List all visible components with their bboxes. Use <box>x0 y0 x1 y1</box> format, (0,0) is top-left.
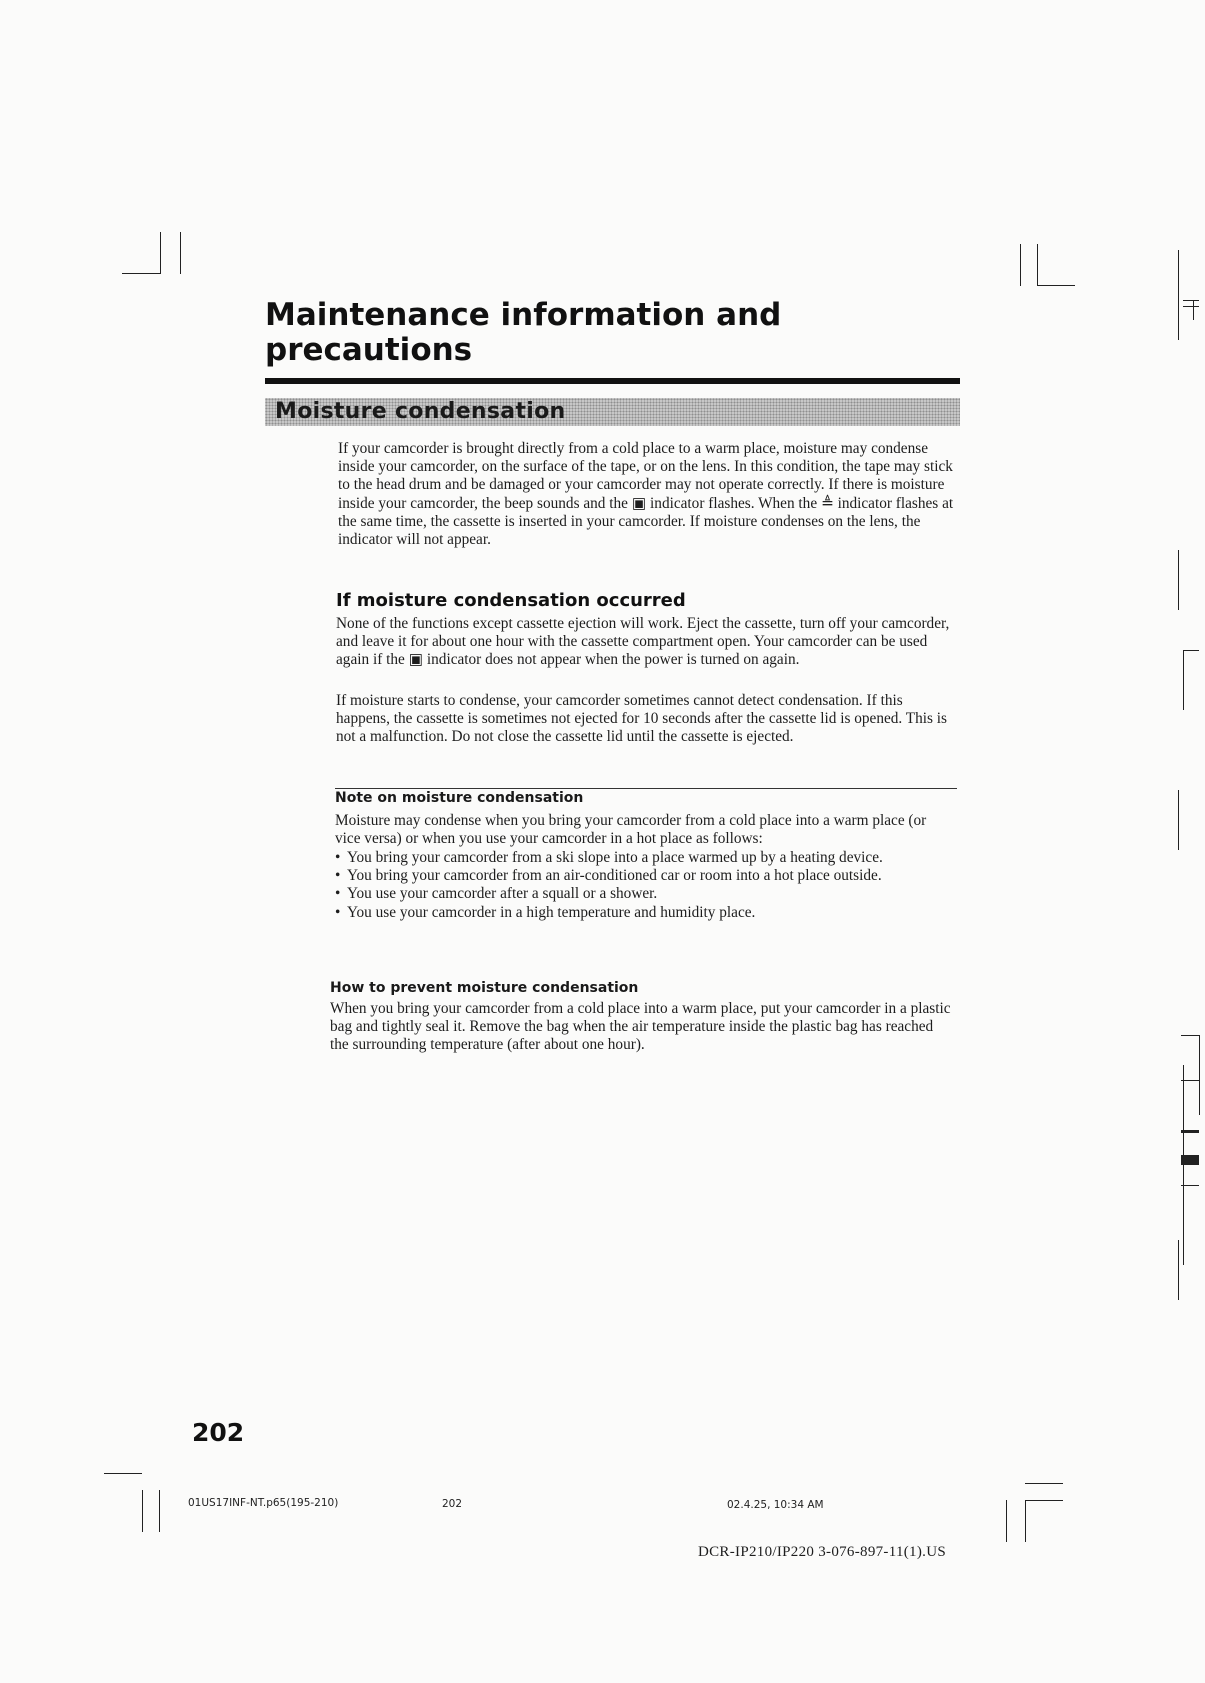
crop-mark-bottom-left <box>142 1490 143 1532</box>
crop-mark-bottom-right <box>1006 1500 1007 1542</box>
list-item: • You use your camcorder in a high temperature and humidity place. <box>335 904 930 922</box>
list-item: • You bring your camcorder from a ski slope into a place warmed up by a heating device. <box>335 849 930 867</box>
prevent-body: When you bring your camcorder from a cold place into a warm place, put your camcorder in a plastic bag and tightly seal it. Remove the bag when the air temperature inside the plastic bag has reached the surrounding temperature (after about one hour). <box>330 1000 951 1054</box>
crop-mark-top-right <box>1037 285 1075 286</box>
print-timestamp: 02.4.25, 10:34 AM <box>727 1499 824 1511</box>
slug-page-number: 202 <box>442 1498 463 1510</box>
registration-marks <box>1175 230 1205 1310</box>
section-header-bar <box>265 398 960 426</box>
document-id: DCR-IP210/IP220 3-076-897-11(1).US <box>698 1544 946 1560</box>
note-bullet-list <box>335 849 930 922</box>
crop-mark-top-right <box>1020 244 1021 286</box>
crop-mark-bottom-right <box>1025 1500 1026 1542</box>
file-slug: 01US17INF-NT.p65(195-210) <box>188 1497 339 1509</box>
occurred-paragraph-2: If moisture starts to condense, your camcorder sometimes cannot detect condensation. If this happens, the cassette is sometimes not ejected for 10 seconds after the cassette lid is opened. This is not a malfunction. Do not close the cassette lid until the cassette is ejected. <box>336 692 948 746</box>
section-title: Moisture condensation <box>275 399 566 424</box>
note-heading: Note on moisture condensation <box>335 790 584 806</box>
title-rule <box>265 378 960 384</box>
subheading-occurred: If moisture condensation occurred <box>336 590 686 611</box>
crop-mark-top-right <box>1037 244 1038 286</box>
crop-mark-bottom-right <box>1025 1483 1063 1484</box>
crop-mark-top-left <box>160 232 161 274</box>
note-body: Moisture may condense when you bring your camcorder from a cold place into a warm place (or vice versa) or when you use your camcorder in a hot place as follows: <box>335 812 927 848</box>
intro-paragraph: If your camcorder is brought directly from a cold place to a warm place, moisture may condense inside your camcorder, on the surface of the tape, or on the lens. In this condition, the tape may stick to the head drum and be damaged or your camcorder may not operate correctly. If there is moisture inside your camcorder, the beep sounds and the ▣ indicator flashes. When the ≜ indicator flashes at the same time, the cassette is inserted in your camcorder. If moisture condenses on the lens, the indicator will not appear. <box>338 440 954 549</box>
list-item: • You bring your camcorder from an air-conditioned car or room into a hot place outside. <box>335 867 930 885</box>
crop-mark-top-left <box>122 273 160 274</box>
page-number: 202 <box>192 1418 245 1447</box>
crop-mark-bottom-right <box>1025 1500 1063 1501</box>
page-title: Maintenance information and precautions <box>265 297 782 368</box>
prevent-heading: How to prevent moisture condensation <box>330 980 639 996</box>
crop-mark-top-left <box>180 232 181 274</box>
crop-mark-bottom-left <box>159 1490 160 1532</box>
crop-mark-bottom-left <box>104 1473 142 1474</box>
list-item: • You use your camcorder after a squall or a shower. <box>335 885 930 903</box>
occurred-paragraph-1: None of the functions except cassette ejection will work. Eject the cassette, turn off your camcorder, and leave it for about one hour with the cassette compartment open. Your camcorder can be used again if the ▣ indicator does not appear when the power is turned on again. <box>336 615 950 669</box>
